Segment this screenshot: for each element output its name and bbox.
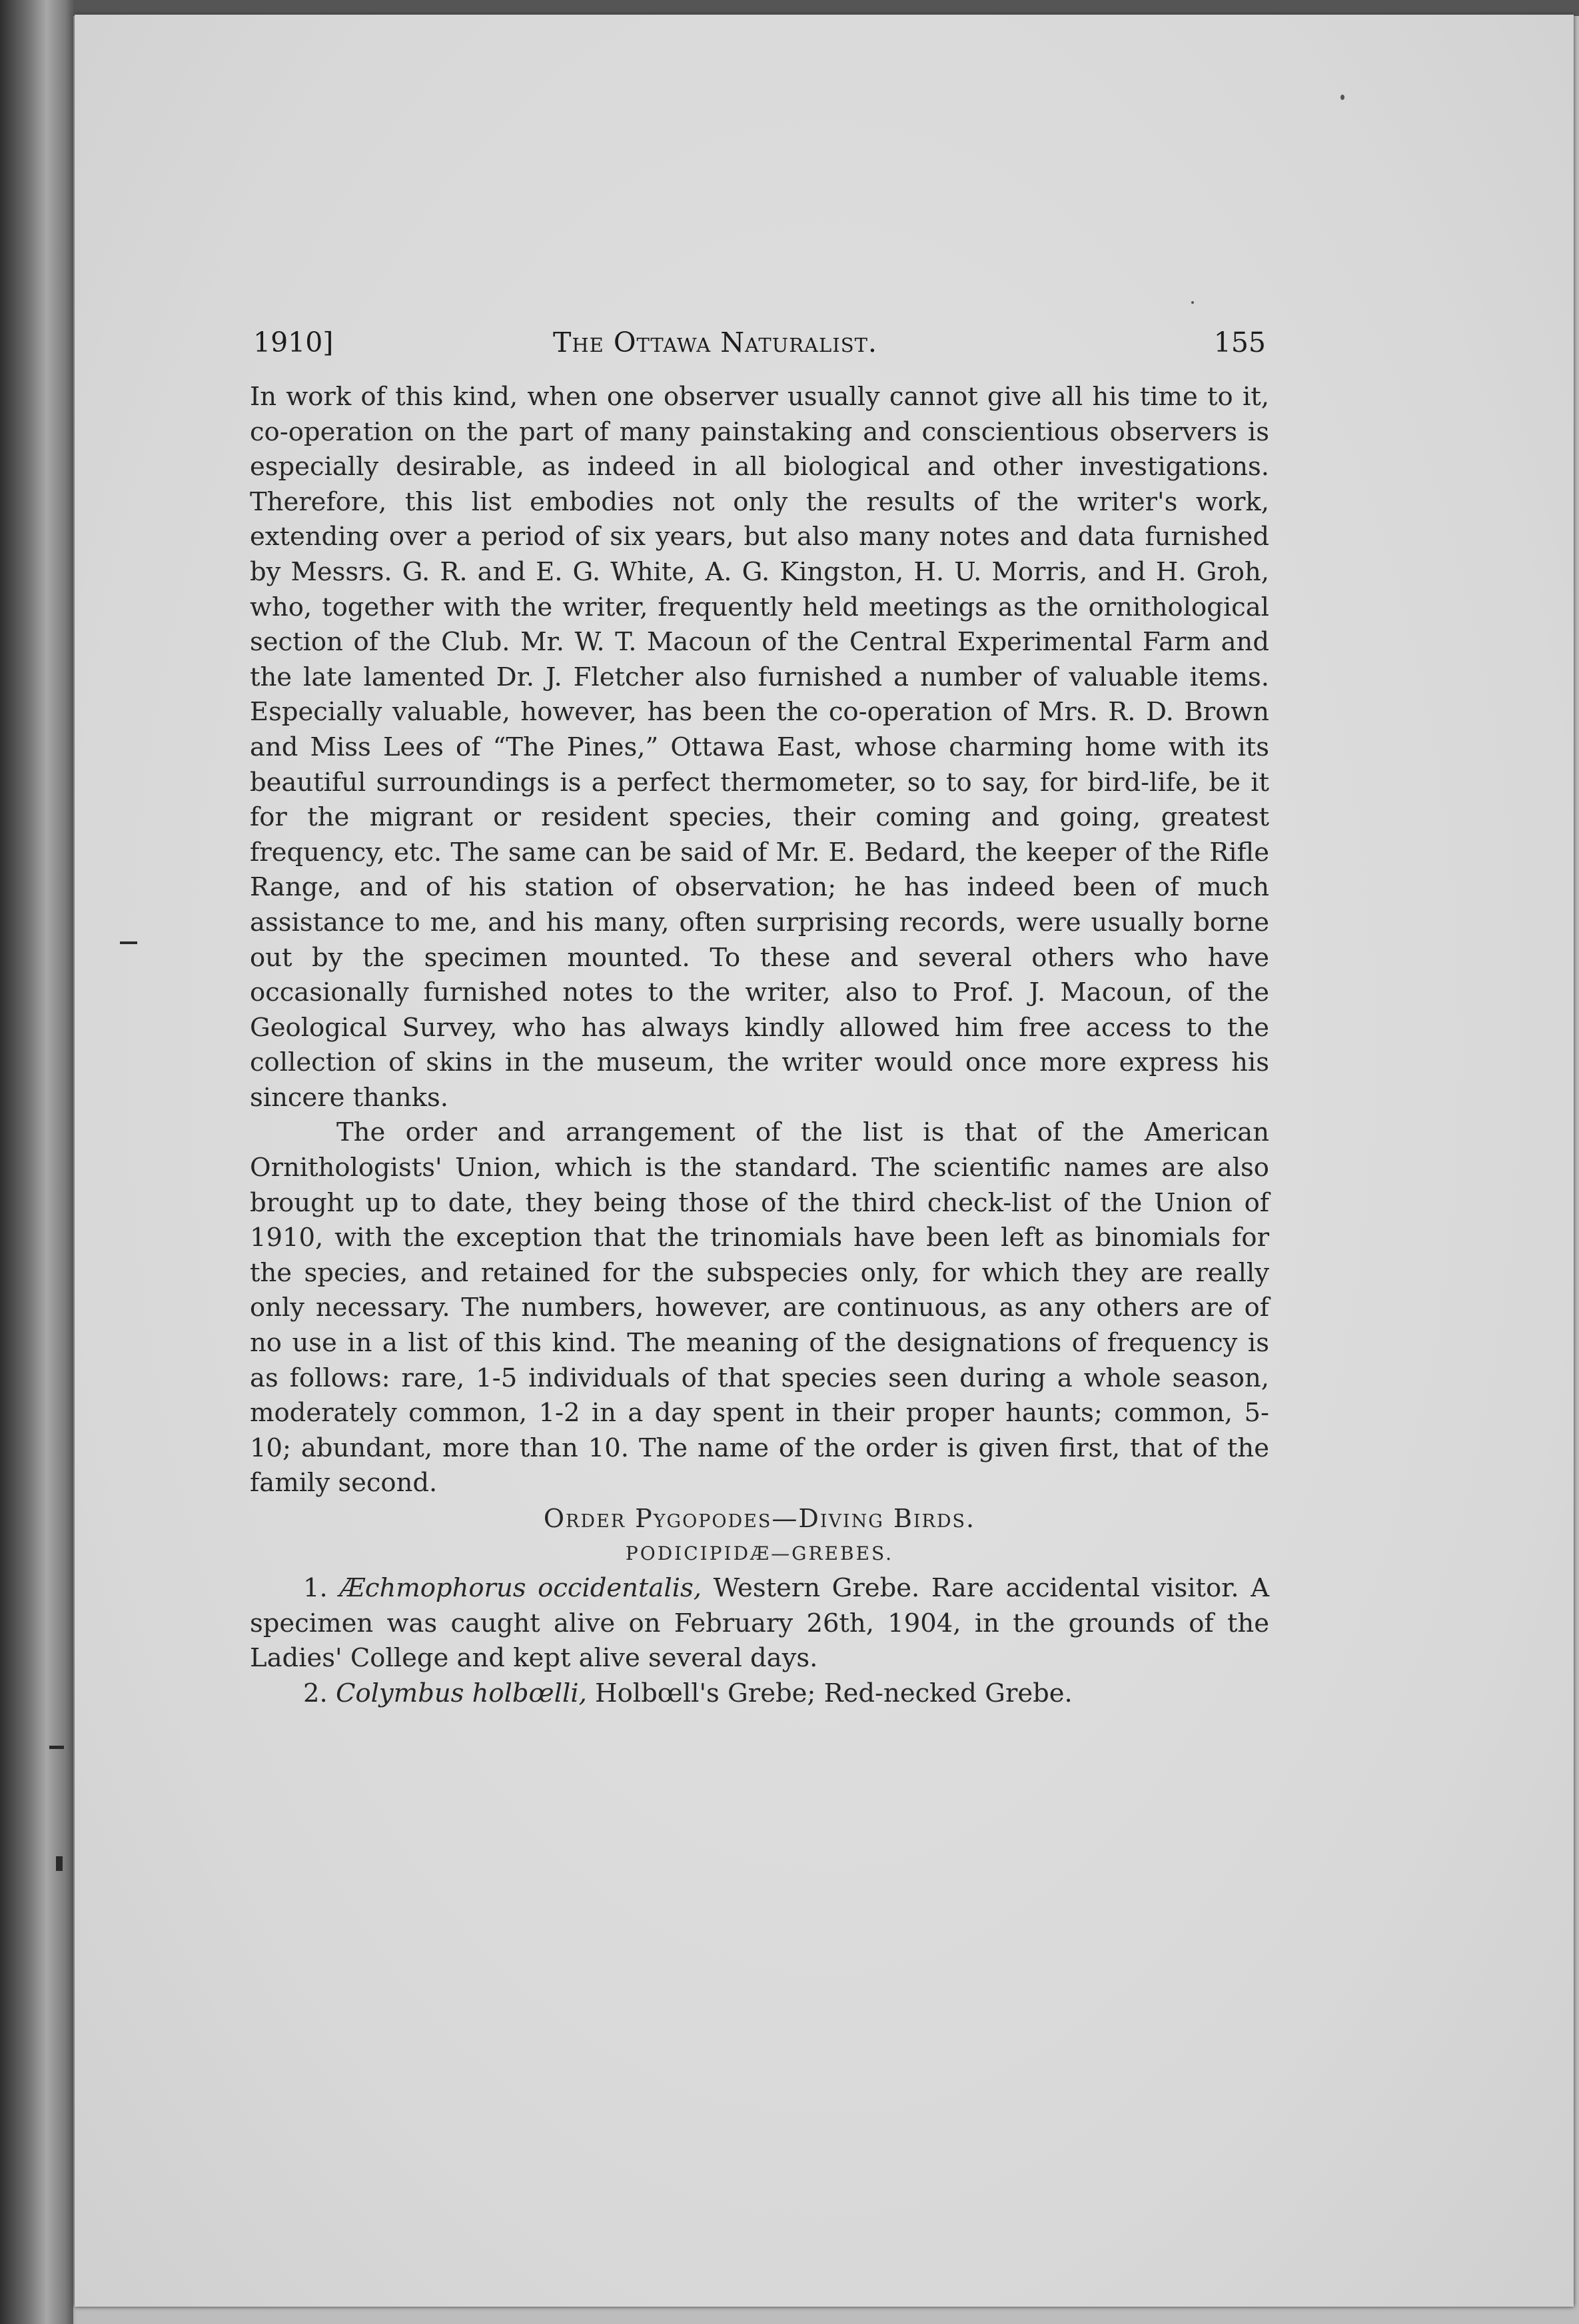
scientific-name: Æchmophorus occidentalis, (339, 1573, 702, 1604)
margin-mark (49, 1746, 64, 1749)
paragraph-arrangement: The order and arrangement of the list is that of the American Ornithologists' Union, which is the standard. The scientific names are also brought up to date, they being those of the third check-list of the Union of 1910, with the exception that the trinomials have been left as binomials for the species, and retained for the subspecies only, for which they are really only necessary. The numbers, however, are continuous, as any others are of no use in a list of this kind. The meaning of the designations of frequency is as follows: rare, 1-5 individuals of that species seen during a whole season, moderately common, 1-2 in a day spent in their proper haunts; common, 5-10; abundant, more than 10. The name of the order is given first, that of the family second. (250, 1117, 1269, 1498)
paper-speck (1191, 301, 1194, 304)
facing-page-edge (0, 0, 73, 2324)
page-number: 155 (1213, 326, 1266, 358)
species-entry (250, 1571, 1269, 1676)
paper-speck (1340, 95, 1344, 100)
scientific-name: Colymbus holbœlli, (335, 1678, 587, 1708)
entry-number: 1. (303, 1573, 328, 1604)
entry-text: Western Grebe. Rare accidental visitor. A specimen was caught alive on February 26th, 1904, in the grounds of the Ladies' College and kept alive several days. (250, 1573, 1269, 1674)
family-heading: PODICIPIDÆ—GREBES. (625, 1542, 894, 1564)
entry-text: Holbœll's Grebe; Red-necked Grebe. (586, 1678, 1073, 1708)
body-text (250, 380, 1269, 1712)
entry-number: 2. (303, 1678, 328, 1708)
scanner-top-edge (0, 0, 1579, 16)
paragraph-acknowledgements: In work of this kind, when one observer usually cannot give all his time to it, co-operation on the part of many painstaking and conscientious observers is especially desirable, as indeed in all biological and other investigations. Therefore, this list embodies not only the results of the writer's work, extending over a period of six years, but also many notes and data furnished by Messrs. G. R. and E. G. White, A. G. Kingston, H. U. Morris, and H. Groh, who, together with the writer, frequently held meetings as the ornithological section of the Club. Mr. W. T. Macoun of the Central Experimental Farm and the late lamented Dr. J. Fletcher also furnished a number of valuable items. Especially valuable, however, has been the co-operation of Mrs. R. D. Brown and Miss Lees of “The Pines,” Ottawa East, whose charming home with its beautiful surroundings is a perfect thermometer, so to say, for bird-life, be it for the migrant or resident species, their coming and going, greatest frequency, etc. The same can be said of Mr. E. Bedard, the keeper of the Rifle Range, and of his station of observation; he has indeed been of much assistance to me, and his many, often surprising records, were usually borne out by the specimen mounted. To these and several others who have occasionally furnished notes to the writer, also to Prof. J. Macoun, of the Geological Survey, who has always kindly allowed him free access to the collection of skins in the museum, the writer would once more express his sincere thanks. (250, 382, 1269, 1113)
margin-mark (56, 1856, 63, 1871)
running-head (253, 326, 1266, 373)
species-entry (250, 1676, 1269, 1712)
running-head-year: 1910] (253, 326, 334, 358)
order-heading: Order Pygopodes—Diving Birds. (543, 1504, 976, 1533)
running-head-title: The Ottawa Naturalist. (553, 326, 877, 358)
margin-mark (120, 941, 137, 944)
